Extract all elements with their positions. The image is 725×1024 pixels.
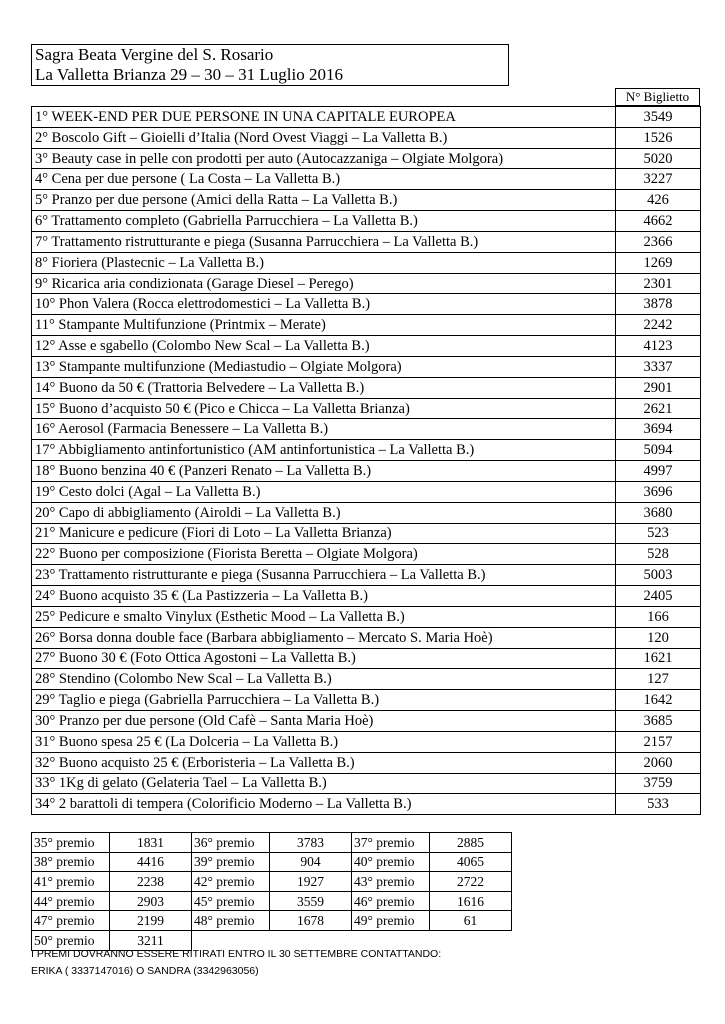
prize-ticket-number: 3337 (616, 356, 701, 377)
prize-ticket-number: 3227 (616, 169, 701, 190)
prize-ticket-number: 1526 (616, 127, 701, 148)
prize-description: 17° Abbigliamento antinfortunistico (AM antinfortunistica – La Valletta B.) (32, 440, 616, 461)
extra-prize-label: 42° premio (192, 872, 270, 892)
prize-row (32, 107, 701, 128)
extra-prize-label: 36° premio (192, 833, 270, 853)
prize-row (32, 711, 701, 732)
prize-row (32, 461, 701, 482)
prize-ticket-number: 127 (616, 669, 701, 690)
event-title: Sagra Beata Vergine del S. Rosario (35, 45, 274, 64)
extra-prize-ticket: 2238 (110, 872, 192, 892)
prize-description: 31° Buono spesa 25 € (La Dolceria – La Valletta B.) (32, 731, 616, 752)
prize-description: 18° Buono benzina 40 € (Panzeri Renato – La Valletta B.) (32, 461, 616, 482)
prize-description: 12° Asse e sgabello (Colombo New Scal – La Valletta B.) (32, 336, 616, 357)
prize-row (32, 315, 701, 336)
extra-prize-ticket: 61 (430, 911, 512, 931)
prize-description: 15° Buono d’acquisto 50 € (Pico e Chicca – La Valletta Brianza) (32, 398, 616, 419)
extra-prize-label: 48° premio (192, 911, 270, 931)
prize-row (32, 606, 701, 627)
prize-description: 13° Stampante multifunzione (Mediastudio – Olgiate Molgora) (32, 356, 616, 377)
prize-description: 14° Buono da 50 € (Trattoria Belvedere – La Valletta B.) (32, 377, 616, 398)
extra-prize-ticket: 1678 (270, 911, 352, 931)
prize-row (32, 502, 701, 523)
prize-ticket-number: 2366 (616, 231, 701, 252)
prize-ticket-number: 1269 (616, 252, 701, 273)
prize-row (32, 294, 701, 315)
extra-prize-label: 44° premio (32, 891, 110, 911)
extra-prize-label: 39° premio (192, 852, 270, 872)
prize-row (32, 231, 701, 252)
prize-description: 9° Ricarica aria condizionata (Garage Diesel – Perego) (32, 273, 616, 294)
extra-prize-ticket: 2199 (110, 911, 192, 931)
prize-ticket-number: 5003 (616, 565, 701, 586)
prize-ticket-number: 2157 (616, 731, 701, 752)
prize-description: 16° Aerosol (Farmacia Benessere – La Valletta B.) (32, 419, 616, 440)
extra-prize-label: 49° premio (352, 911, 430, 931)
extra-prize-ticket: 3559 (270, 891, 352, 911)
prize-row (32, 648, 701, 669)
prize-row (32, 440, 701, 461)
prize-ticket-number: 166 (616, 606, 701, 627)
prize-description: 32° Buono acquisto 25 € (Erboristeria – La Valletta B.) (32, 752, 616, 773)
extra-prize-ticket: 4065 (430, 852, 512, 872)
prize-ticket-number: 5094 (616, 440, 701, 461)
prize-row (32, 211, 701, 232)
extra-prize-label: 50° premio (32, 930, 110, 950)
prize-row (32, 398, 701, 419)
prize-row (32, 752, 701, 773)
prize-ticket-number: 2301 (616, 273, 701, 294)
prize-row (32, 169, 701, 190)
prize-row (32, 148, 701, 169)
prize-ticket-number: 1642 (616, 690, 701, 711)
prize-description: 30° Pranzo per due persone (Old Cafè – Santa Maria Hoè) (32, 711, 616, 732)
prize-description: 3° Beauty case in pelle con prodotti per auto (Autocazzaniga – Olgiate Molgora) (32, 148, 616, 169)
extra-prizes-table (31, 832, 512, 951)
prize-ticket-number: 3685 (616, 711, 701, 732)
extra-prize-ticket: 1927 (270, 872, 352, 892)
extra-prize-label: 35° premio (32, 833, 110, 853)
ticket-number-header: N° Biglietto (615, 88, 700, 106)
extra-prize-label: 38° premio (32, 852, 110, 872)
prizes-table (31, 106, 701, 815)
prize-description: 29° Taglio e piega (Gabriella Parrucchiera – La Valletta B.) (32, 690, 616, 711)
prize-row (32, 794, 701, 815)
prize-ticket-number: 3680 (616, 502, 701, 523)
prize-row (32, 356, 701, 377)
prize-row (32, 565, 701, 586)
prize-row (32, 627, 701, 648)
prize-ticket-number: 3759 (616, 773, 701, 794)
extra-prize-label: 45° premio (192, 891, 270, 911)
prize-row (32, 252, 701, 273)
extra-prize-label: 43° premio (352, 872, 430, 892)
extra-prize-ticket: 1831 (110, 833, 192, 853)
prize-description: 26° Borsa donna double face (Barbara abbigliamento – Mercato S. Maria Hoè) (32, 627, 616, 648)
extra-prize-label: 37° premio (352, 833, 430, 853)
extra-prize-ticket: 2903 (110, 891, 192, 911)
extra-prize-row (32, 872, 512, 892)
extra-prize-ticket: 3783 (270, 833, 352, 853)
prize-ticket-number: 2242 (616, 315, 701, 336)
prize-row (32, 481, 701, 502)
prize-row (32, 669, 701, 690)
pickup-notice: I PREMI DOVRANNO ESSERE RITIRATI ENTRO IL 30 SETTEMBRE CONTATTANDO: (31, 948, 442, 960)
extra-prize-label: 41° premio (32, 872, 110, 892)
prize-description: 22° Buono per composizione (Fiorista Beretta – Olgiate Molgora) (32, 544, 616, 565)
prize-description: 33° 1Kg di gelato (Gelateria Tael – La Valletta B.) (32, 773, 616, 794)
prize-ticket-number: 4123 (616, 336, 701, 357)
prize-description: 27° Buono 30 € (Foto Ottica Agostoni – La Valletta B.) (32, 648, 616, 669)
prize-ticket-number: 533 (616, 794, 701, 815)
prize-ticket-number: 4662 (616, 211, 701, 232)
extra-prize-ticket: 3211 (110, 930, 192, 950)
extra-prize-ticket: 2722 (430, 872, 512, 892)
prize-description: 21° Manicure e pedicure (Fiori di Loto – La Valletta Brianza) (32, 523, 616, 544)
prize-row (32, 731, 701, 752)
extra-prize-ticket: 4416 (110, 852, 192, 872)
extra-prize-row (32, 852, 512, 872)
extra-prize-row (32, 911, 512, 931)
prize-row (32, 190, 701, 211)
prize-description: 34° 2 barattoli di tempera (Colorificio Moderno – La Valletta B.) (32, 794, 616, 815)
prize-ticket-number: 2621 (616, 398, 701, 419)
prize-ticket-number: 4997 (616, 461, 701, 482)
prize-row (32, 419, 701, 440)
prize-description: 19° Cesto dolci (Agal – La Valletta B.) (32, 481, 616, 502)
prize-ticket-number: 3696 (616, 481, 701, 502)
prize-row (32, 273, 701, 294)
prize-description: 4° Cena per due persone ( La Costa – La Valletta B.) (32, 169, 616, 190)
prize-row (32, 523, 701, 544)
prize-row (32, 377, 701, 398)
prize-row (32, 773, 701, 794)
prize-description: 1° WEEK-END PER DUE PERSONE IN UNA CAPITALE EUROPEA (32, 107, 616, 128)
extra-prize-row (32, 891, 512, 911)
extra-prize-ticket: 1616 (430, 891, 512, 911)
extra-prize-row (32, 833, 512, 853)
prize-description: 11° Stampante Multifunzione (Printmix – Merate) (32, 315, 616, 336)
prize-description: 2° Boscolo Gift – Gioielli d’Italia (Nord Ovest Viaggi – La Valletta B.) (32, 127, 616, 148)
prize-description: 20° Capo di abbigliamento (Airoldi – La Valletta B.) (32, 502, 616, 523)
extra-prize-label: 47° premio (32, 911, 110, 931)
prize-description: 10° Phon Valera (Rocca elettrodomestici – La Valletta B.) (32, 294, 616, 315)
prize-ticket-number: 3878 (616, 294, 701, 315)
prize-description: 25° Pedicure e smalto Vinylux (Esthetic Mood – La Valletta B.) (32, 606, 616, 627)
prize-ticket-number: 3549 (616, 107, 701, 128)
prize-row (32, 127, 701, 148)
prize-ticket-number: 5020 (616, 148, 701, 169)
prize-ticket-number: 2405 (616, 586, 701, 607)
prize-ticket-number: 2060 (616, 752, 701, 773)
prize-description: 23° Trattamento ristrutturante e piega (Susanna Parrucchiera – La Valletta B.) (32, 565, 616, 586)
prize-description: 8° Fioriera (Plastecnic – La Valletta B.) (32, 252, 616, 273)
event-place-dates: La Valletta Brianza 29 – 30 – 31 Luglio 2016 (35, 65, 343, 84)
extra-prize-label: 40° premio (352, 852, 430, 872)
prize-row (32, 336, 701, 357)
prize-ticket-number: 528 (616, 544, 701, 565)
prize-row (32, 690, 701, 711)
prize-ticket-number: 523 (616, 523, 701, 544)
title-box (31, 44, 509, 86)
contact-notice: ERIKA ( 3337147016) O SANDRA (3342963056) (31, 965, 259, 977)
prize-description: 7° Trattamento ristrutturante e piega (Susanna Parrucchiera – La Valletta B.) (32, 231, 616, 252)
prize-row (32, 544, 701, 565)
extra-prize-ticket: 904 (270, 852, 352, 872)
prize-ticket-number: 120 (616, 627, 701, 648)
prize-ticket-number: 1621 (616, 648, 701, 669)
prize-ticket-number: 3694 (616, 419, 701, 440)
prize-ticket-number: 2901 (616, 377, 701, 398)
prize-ticket-number: 426 (616, 190, 701, 211)
prize-description: 28° Stendino (Colombo New Scal – La Valletta B.) (32, 669, 616, 690)
extra-prize-label: 46° premio (352, 891, 430, 911)
prize-description: 24° Buono acquisto 35 € (La Pastizzeria – La Valletta B.) (32, 586, 616, 607)
prize-description: 6° Trattamento completo (Gabriella Parrucchiera – La Valletta B.) (32, 211, 616, 232)
extra-prize-ticket: 2885 (430, 833, 512, 853)
prize-row (32, 586, 701, 607)
prize-description: 5° Pranzo per due persone (Amici della Ratta – La Valletta B.) (32, 190, 616, 211)
